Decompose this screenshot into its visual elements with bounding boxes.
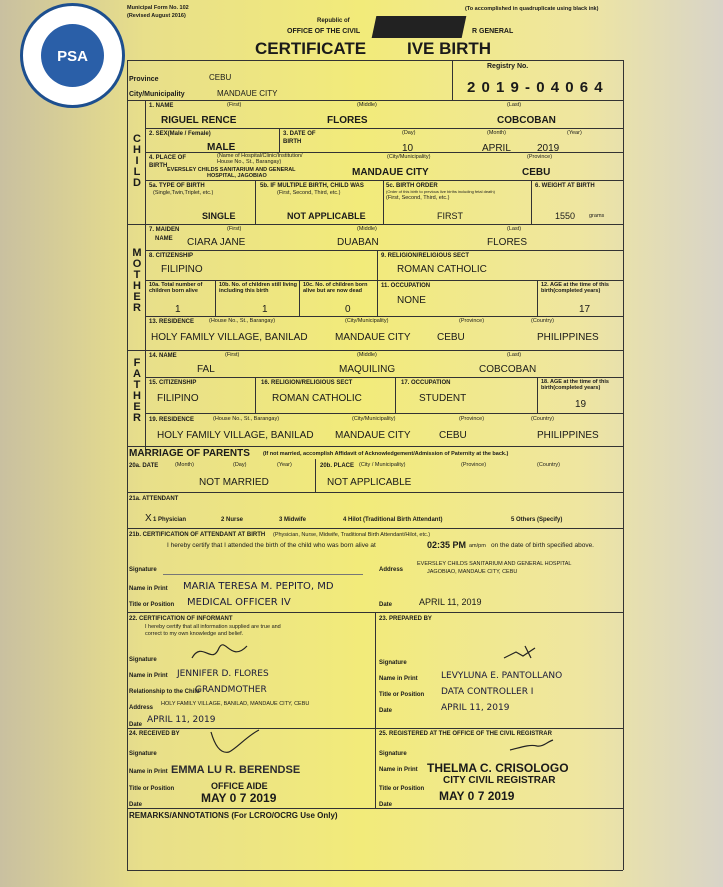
mother-first-name: CIARA JANE: [187, 237, 246, 248]
child-sex: MALE: [207, 142, 236, 153]
attendant-address: EVERSLEY CHILDS SANITARIUM AND GENERAL HOSPITAL: [417, 561, 572, 567]
father-citizenship: FILIPINO: [157, 393, 199, 404]
birth-province: CEBU: [522, 167, 551, 178]
father-religion: ROMAN CATHOLIC: [272, 393, 362, 404]
mother-residence: HOLY FAMILY VILLAGE, BANILAD: [151, 332, 308, 343]
province-value: CEBU: [209, 73, 232, 82]
form-revised: (Revised August 2016): [127, 13, 186, 19]
mother-last-name: FLORES: [487, 237, 528, 248]
birth-type: SINGLE: [202, 211, 236, 221]
mother-residence-city: MANDAUE CITY: [335, 332, 411, 343]
mother-age: 17: [579, 304, 591, 315]
registered-signature: [507, 738, 557, 754]
child-middle-name: FLORES: [327, 115, 368, 126]
cert-title-2: IVE BIRTH: [407, 39, 492, 58]
attendant-option-others: 5 Others (Specify): [511, 517, 563, 523]
children-dead: 0: [345, 304, 351, 315]
birth-weight: 1550: [555, 211, 576, 221]
psa-seal: [20, 3, 125, 108]
child-last-name: COBCOBAN: [497, 115, 556, 126]
attendant-date: APRIL 11, 2019: [419, 597, 482, 607]
attendant-check-mark: X: [145, 513, 152, 524]
father-residence: HOLY FAMILY VILLAGE, BANILAD: [157, 430, 314, 441]
mother-side-label: M O T H E R: [132, 247, 142, 314]
mother-citizenship: FILIPINO: [161, 264, 203, 275]
city-value: MANDAUE CITY: [217, 89, 278, 98]
received-name: EMMA LU R. BERENDSE: [171, 764, 301, 776]
informant-address: HOLY FAMILY VILLAGE, BANILAD, MANDAUE CITY, CEBU: [161, 701, 310, 707]
marriage-date: NOT MARRIED: [199, 477, 269, 488]
father-age: 19: [575, 399, 587, 410]
attendant-option-physician: 1 Physician: [153, 517, 187, 523]
marriage-heading: MARRIAGE OF PARENTS: [129, 448, 250, 459]
received-signature: [207, 728, 267, 758]
form-number: Municipal Form No. 102: [127, 5, 189, 11]
birth-hospital-2: HOSPITAL, JAGOBIAO: [207, 173, 267, 179]
prepared-title: DATA CONTROLLER I: [441, 687, 534, 697]
father-first-name: FAL: [197, 364, 215, 375]
marriage-place: NOT APPLICABLE: [327, 477, 412, 488]
registry-number: 2 0 1 9 - 0 4 0 6 4: [467, 79, 604, 96]
received-title: OFFICE AIDE: [211, 781, 268, 791]
quadruplicate-note: (To accomplished in quadruplicate using black ink): [465, 6, 599, 12]
attendant-option-midwife: 3 Midwife: [279, 517, 307, 523]
attendant-option-nurse: 2 Nurse: [221, 517, 244, 523]
children-living: 1: [262, 304, 268, 315]
informant-relationship: GRANDMOTHER: [195, 685, 267, 695]
child-first-name: RIGUEL RENCE: [161, 115, 237, 126]
birth-order: FIRST: [437, 211, 463, 221]
birth-certificate-form: Municipal Form No. 102 (Revised August 2016) Republic of OFFICE OF THE CIVIL R GENERAL CERTIFICATE IVE BIRTH (To accomplished in quadruplicate using black ink) Province CEBU City/Municipality MANDAUE CITY Registry No. 2 0 1 9 - 0 4 0 6 4 C H I L D 1. NAME (First) (Middle) (Last) RIGUEL RENCE FLORES COBCOBAN 2. SEX(Male / Female) MALE 3. DATE OF BIRTH (Day) (Month) (Year) 10 APRIL 2019 4. PLACE OF BIRTH (Name of Hospital/Clinic/Institution/ House No., St., Barangay) (City/Municipality) (Province) EVERSLEY CHILDS SANITARIUM AND GENERAL HOSPITAL, JAGOBIAO MANDAUE CITY CEBU 5a. TYPE OF BIRTH (Single,Twin,Triplet, etc.) SINGLE 5b. IF MULTIPLE BIRTH, CHILD WAS (First, Second, Third, etc.) NOT APPLICABLE 5c. BIRTH ORDER (Order of this birth to previous live births including fetal death) (First, Second, Third, etc.) FIRST 6. WEIGHT AT BIRTH 1550 grams M O T H E R 7. MAIDEN NAME (First) (Middle) (Last) CIARA JANE DUABAN FLORES 8. CITIZENSHIP FILIPINO 9. RELIGION/RELIGIOUS SECT ROMAN CATHOLIC 10a. Total number of children born alive 1 10b. No. of children still living including this birth 1 10c. No. of children born alive but are now dead 0 11. OCCUPATION NONE 12. AGE at the time of this birth(completed years) 17 13. RESIDENCE (House No., St., Barangay) (City/Municipality) (Province) (Country) HOLY FAMILY VILLAGE, BANILAD MANDAUE CITY CEBU PHILIPPINES F A T H E R 14. NAME (First) (Middle) (Last) FAL MAQUILING COBCOBAN 15. CITIZENSHIP FILIPINO 16. RELIGION/RELIGIOUS SECT ROMAN CATHOLIC 17. OCCUPATION STUDENT 18. AGE at the time of this birth(completed years) 19 19. RESIDENCE (House No., St., Barangay) (City/Municipality) (Province) (Country) HOLY FAMILY VILLAGE, BANILAD MANDAUE CITY CEBU PHILIPPINES MARRIAGE OF PARENTS (If not married, accomplish Affidavit of Acknowledgement/Admission of Paternity at the back.) 20a. DATE (Month) (Day) (Year) NOT MARRIED 20b. PLACE (City / Municipality) (Province) (Country) NOT APPLICABLE 21a. ATTENDANT X 1 Physician 2 Nurse 3 Midwife 4 Hilot (Traditional Birth Attendant) 5 Others (Specify) 21b. CERTIFICATION OF ATTENDANT AT BIRTH (Physician, Nurse, Midwife, Traditional Birth Attendant/Hilot, etc.) I hereby certify that I attended the birth of the child who was born alive at 02:35 PM am/pm on the date of birth specified above. Signature Name in Print MARIA TERESA M. PEPITO, MD Title or Position MEDICAL OFFICER IV Address EVERSLEY CHILDS SANITARIUM AND GENERAL HOSPITAL JAGOBIAO, MANDAUE CITY, CEBU Date APRIL 11, 2019 22. CERTIFICATION OF INFORMANT I hereby certify that all information supplied are true and correct to my own knowledge and belief. Signature Name in Print JENNIFER D. FLORES Relationship to the Child GRANDMOTHER Address HOLY FAMILY VILLAGE, BANILAD, MANDAUE CITY, CEBU Date APRIL 11, 2019 23. PREPARED BY Signature Name in Print LEVYLUNA E. PANTOLLANO Title or Position DATA CONTROLLER I Date APRIL 11, 2019 24. RECEIVED BY Signature Name in Print EMMA LU R. BERENDSE Title or Position OFFICE AIDE Date MAY 0 7 2019 25. REGISTERED AT THE OFFICE OF THE CIVIL REGISTRAR Signature Name in Print THELMA C. CRISOLOGO Title or Position CITY CIVIL REGISTRAR Date MAY 0 7 2019 REMARKS/ANNOTATIONS (For LCRO/OCRG Use Only): [127, 0, 623, 887]
cert-title: CERTIFICATE: [255, 39, 367, 58]
attendant-address-2: JAGOBIAO, MANDAUE CITY, CEBU: [427, 569, 518, 575]
child-side-label: C H I L D: [133, 133, 141, 189]
general-label: R GENERAL: [472, 28, 514, 35]
seal-text: PSA: [57, 48, 88, 65]
received-date: MAY 0 7 2019: [201, 791, 277, 805]
birth-city: MANDAUE CITY: [352, 167, 429, 178]
child-birth-year: 2019: [537, 143, 560, 154]
mother-residence-country: PHILIPPINES: [537, 332, 599, 343]
multiple-birth: NOT APPLICABLE: [287, 211, 366, 221]
father-middle-name: MAQUILING: [339, 364, 396, 375]
remarks-label: REMARKS/ANNOTATIONS (For LCRO/OCRG Use Only): [129, 811, 338, 820]
office-label: OFFICE OF THE CIVIL: [287, 28, 361, 35]
city-label: City/Municipality: [129, 91, 185, 98]
birth-hospital: EVERSLEY CHILDS SANITARIUM AND GENERAL: [167, 167, 296, 173]
mother-middle-name: DUABAN: [337, 237, 379, 248]
child-birth-day: 10: [402, 143, 414, 154]
child-name-label: 1. NAME: [149, 103, 174, 109]
registered-title: CITY CIVIL REGISTRAR: [443, 775, 556, 786]
father-residence-province: CEBU: [439, 430, 467, 441]
informant-date: APRIL 11, 2019: [147, 715, 216, 725]
informant-name: JENNIFER D. FLORES: [177, 669, 269, 679]
informant-signature: [187, 638, 257, 668]
father-occupation: STUDENT: [419, 393, 467, 404]
prepared-date: APRIL 11, 2019: [441, 703, 510, 713]
father-residence-city: MANDAUE CITY: [335, 430, 411, 441]
mother-residence-province: CEBU: [437, 332, 465, 343]
attendant-name: MARIA TERESA M. PEPITO, MD: [183, 581, 334, 592]
father-residence-country: PHILIPPINES: [537, 430, 599, 441]
mother-occupation: NONE: [397, 295, 426, 306]
birth-time: 02:35 PM: [427, 540, 467, 550]
redaction-mark: [372, 16, 467, 38]
father-last-name: COBCOBAN: [479, 364, 537, 375]
child-birth-month: APRIL: [482, 143, 511, 154]
children-born-alive: 1: [175, 304, 181, 315]
mother-religion: ROMAN CATHOLIC: [397, 264, 487, 275]
province-label: Province: [129, 76, 159, 83]
father-side-label: F A T H E R: [133, 357, 141, 424]
attendant-title: MEDICAL OFFICER IV: [187, 597, 291, 608]
registered-name: THELMA C. CRISOLOGO: [427, 761, 569, 775]
prepared-signature: [501, 644, 551, 664]
registered-date: MAY 0 7 2019: [439, 789, 515, 803]
attendant-option-hilot: 4 Hilot (Traditional Birth Attendant): [343, 517, 443, 523]
republic-label: Republic of: [317, 18, 350, 24]
registry-label: Registry No.: [487, 63, 529, 70]
prepared-name: LEVYLUNA E. PANTOLLANO: [441, 671, 563, 681]
